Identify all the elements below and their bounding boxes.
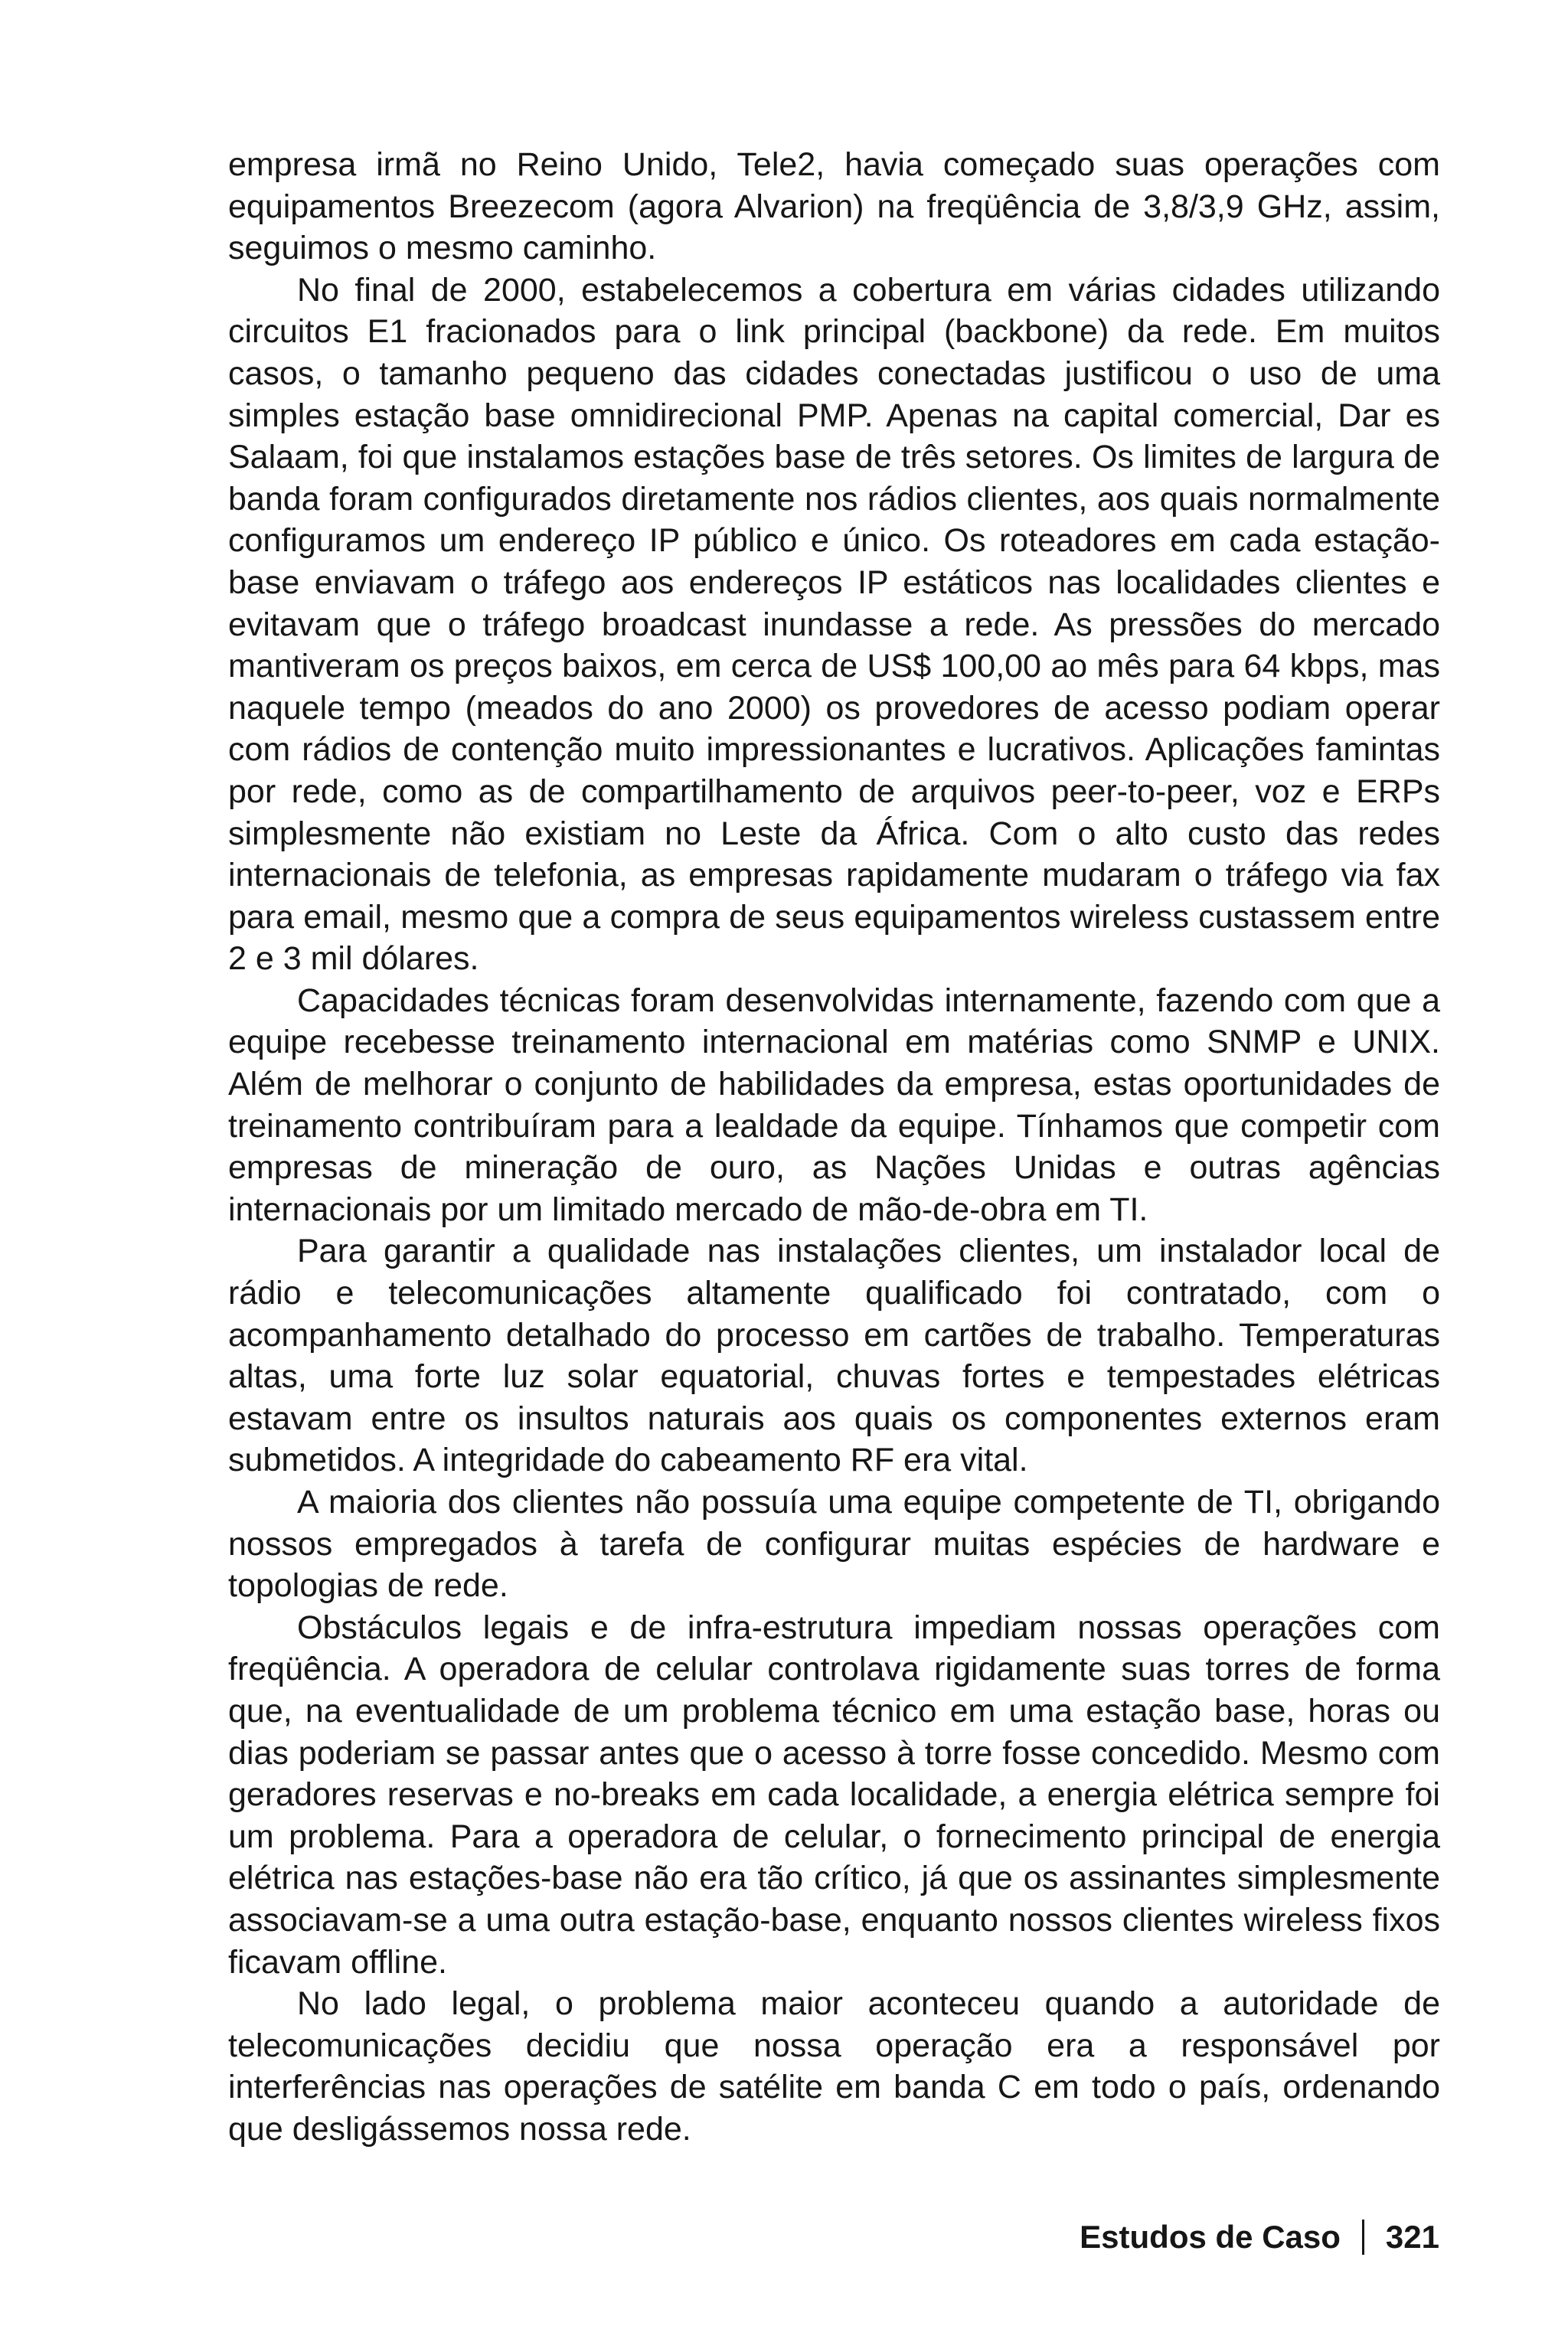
paragraph-1: empresa irmã no Reino Unido, Tele2, havia começado suas operações com equipamentos Breezecom (agora Alvarion) na freqüência de 3,8/3,9 GHz, assim, seguimos o mesmo caminho.	[228, 146, 1440, 267]
paragraph-5: A maioria dos clientes não possuía uma equipe competente de TI, obrigando nossos empregados à tarefa de configurar muitas espécies de hardware e topologias de rede.	[228, 1484, 1440, 1605]
page-number: 321	[1385, 2219, 1439, 2255]
page-body	[228, 144, 1440, 2151]
paragraph-2: No final de 2000, estabelecemos a cobertura em várias cidades utilizando circuitos E1 fracionados para o link principal (backbone) da rede. Em muitos casos, o tamanho pequeno das cidades conectadas justificou o uso de uma simples estação base omnidirecional PMP. Apenas na capital comercial, Dar es Salaam, foi que instalamos estações base de três setores. Os limites de largura de banda foram configurados diretamente nos rádios clientes, aos quais normalmente configuramos um endereço IP público e único. Os roteadores em cada estação-base enviavam o tráfego aos endereços IP estáticos nas localidades clientes e evitavam que o tráfego broadcast inundasse a rede. As pressões do mercado mantiveram os preços baixos, em cerca de US$ 100,00 ao mês para 64 kbps, mas naquele tempo (meados do ano 2000) os provedores de acesso podiam operar com rádios de contenção muito impressionantes e lucrativos. Aplicações famintas por rede, como as de compartilhamento de arquivos peer-to-peer, voz e ERPs simplesmente não existiam no Leste da África. Com o alto custo das redes internacionais de telefonia, as empresas rapidamente mudaram o tráfego via fax para email, mesmo que a compra de seus equipamentos wireless custassem entre 2 e 3 mil dólares.	[228, 271, 1440, 978]
paragraph-7: No lado legal, o problema maior aconteceu quando a autoridade de telecomunicações decidiu que nossa operação era a responsável por interferências nas operações de satélite em banda C em todo o país, ordenando que desligássemos nossa rede.	[228, 1985, 1440, 2148]
page-footer	[1080, 2219, 1439, 2256]
footer-section-title: Estudos de Caso	[1080, 2219, 1341, 2255]
footer-divider	[1362, 2220, 1364, 2255]
paragraph-6: Obstáculos legais e de infra-estrutura impediam nossas operações com freqüência. A operadora de celular controlava rigidamente suas torres de forma que, na eventualidade de um problema técnico em uma estação base, horas ou dias poderiam se passar antes que o acesso à torre fosse concedido. Mesmo com geradores reservas e no-breaks em cada localidade, a energia elétrica sempre foi um problema. Para a operadora de celular, o fornecimento principal de energia elétrica nas estações-base não era tão crítico, já que os assinantes simplesmente associavam-se a uma outra estação-base, enquanto nossos clientes wireless fixos ficavam offline.	[228, 1609, 1440, 1981]
paragraph-4: Para garantir a qualidade nas instalações clientes, um instalador local de rádio e telecomunicações altamente qualificado foi contratado, com o acompanhamento detalhado do processo em cartões de trabalho. Temperaturas altas, uma forte luz solar equatorial, chuvas fortes e tempestades elétricas estavam entre os insultos naturais aos quais os componentes externos eram submetidos. A integridade do cabeamento RF era vital.	[228, 1233, 1440, 1479]
paragraph-3: Capacidades técnicas foram desenvolvidas internamente, fazendo com que a equipe recebesse treinamento internacional em matérias como SNMP e UNIX. Além de melhorar o conjunto de habilidades da empresa, estas oportunidades de treinamento contribuíram para a lealdade da equipe. Tínhamos que competir com empresas de mineração de ouro, as Nações Unidas e outras agências internacionais por um limitado mercado de mão-de-obra em TI.	[228, 982, 1440, 1228]
